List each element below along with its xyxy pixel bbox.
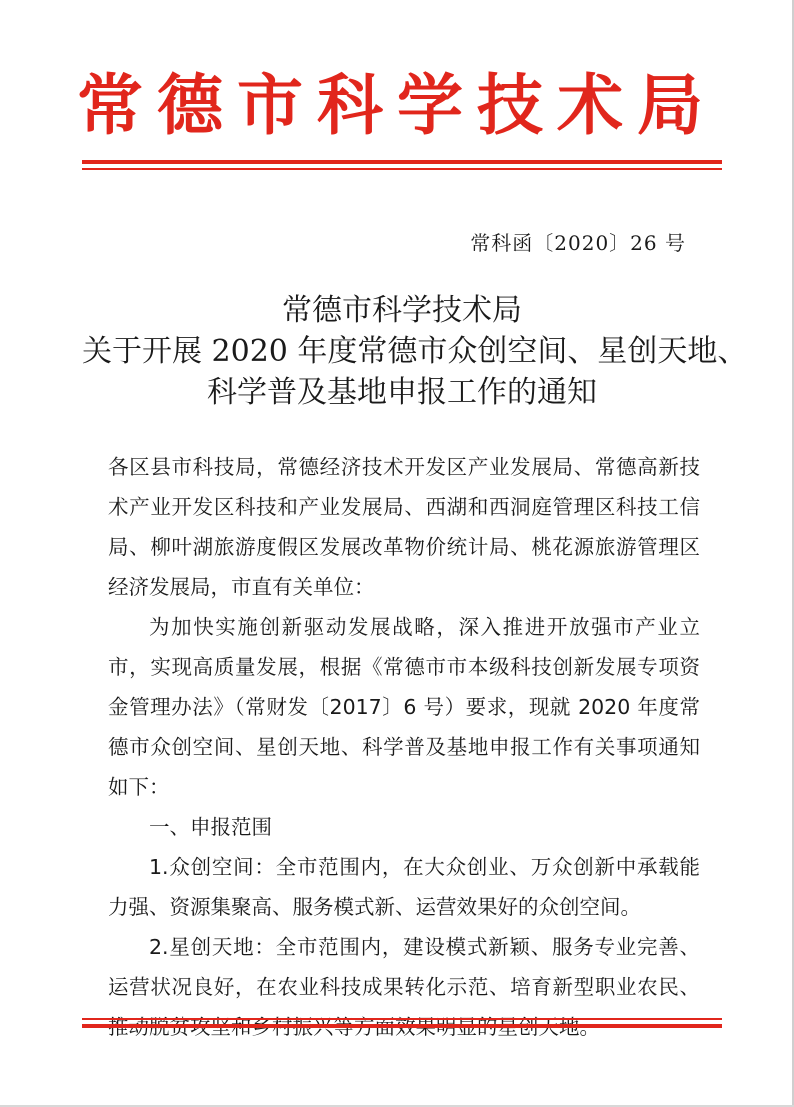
title-line-2: 关于开展 2020 年度常德市众创空间、星创天地、 [82,334,748,369]
title-line-1: 常德市科学技术局 [282,293,522,328]
document-number: 常科函〔2020〕26 号 [470,231,686,255]
letterhead-org-name: 常德市科学技术局 [77,66,717,144]
header-divider-thin [82,168,722,170]
scope-item-1: 1.众创空间：全市范围内，在大众创业、万众创新中承载能力强、资源集聚高、服务模式新、运营效果好的众创空间。 [108,855,700,919]
intro-paragraph: 为加快实施创新驱动发展战略，深入推进开放强市产业立市，实现高质量发展，根据《常德市市本级科技创新发展专项资金管理办法》（常财发〔2017〕6 号）要求，现就 2020 年度常德市众创空间、星创天地、科学普及基地申报工作有关事项通知如下： [108,615,700,799]
document-title [82,290,748,413]
header-divider-thick [82,160,722,164]
footer-divider-thick [82,1024,722,1028]
salutation-paragraph: 各区县市科技局，常德经济技术开发区产业发展局、常德高新技术产业开发区科技和产业发展局、西湖和西洞庭管理区科技工信局、柳叶湖旅游度假区发展改革物价统计局、桃花源旅游管理区经济发展局，市直有关单位： [108,455,700,599]
footer-divider-thin [82,1018,722,1020]
document-body [108,447,700,1047]
scope-item-2: 2.星创天地：全市范围内，建设模式新颖、服务专业完善、运营状况良好，在农业科技成果转化示范、培育新型职业农民、 [108,935,700,999]
title-line-3: 科学普及基地申报工作的通知 [207,375,597,410]
section-heading-scope: 一、申报范围 [149,815,272,839]
